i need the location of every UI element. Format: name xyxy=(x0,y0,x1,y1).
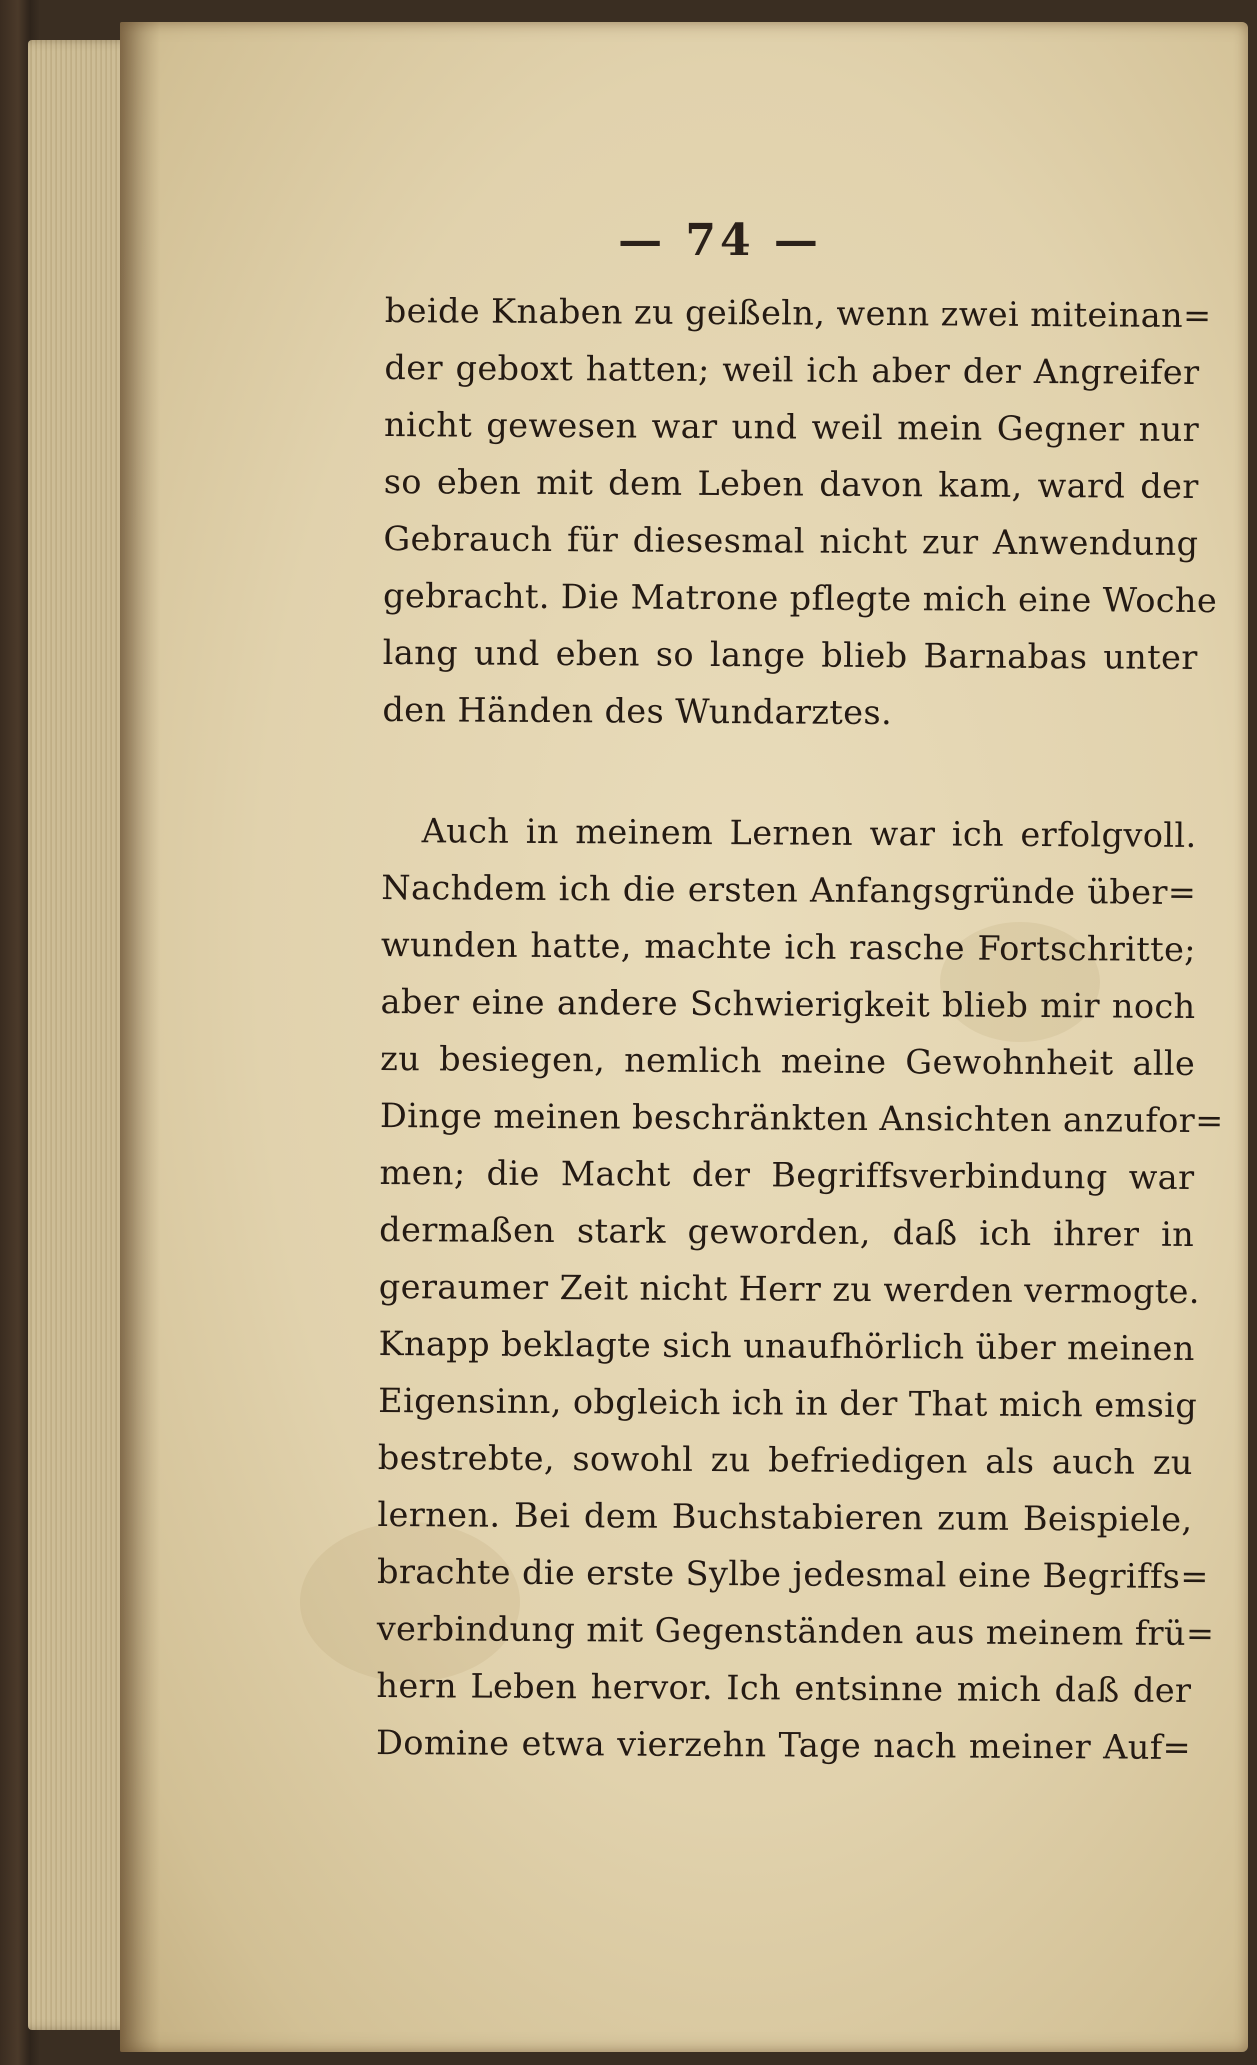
text-line: geraumer Zeit nicht Herr zu werden vermogte. xyxy=(378,1266,1200,1311)
text-line: Knapp beklagte sich unaufhörlich über meinen xyxy=(378,1323,1195,1368)
text-line: der geboxt hatten; weil ich aber der Angreifer xyxy=(384,347,1200,392)
gutter-shadow xyxy=(120,22,160,2052)
text-line: hern Leben hervor. Ich entsinne mich daß der xyxy=(376,1665,1192,1710)
text-line: den Händen des Wundarztes. xyxy=(382,689,893,733)
text-line: beide Knaben zu geißeln, wenn zwei miteinan= xyxy=(384,290,1212,336)
text-line: Dinge meinen beschränkten Ansichten anzufor= xyxy=(379,1095,1224,1141)
text-line: Gebrauch für diesesmal nicht zur Anwendung xyxy=(383,518,1199,563)
paragraph-gap xyxy=(382,738,1197,807)
text-line: verbindung mit Gegenständen aus meinem frü= xyxy=(376,1608,1215,1654)
text-line: Nachdem ich die ersten Anfangsgründe über= xyxy=(381,867,1197,912)
text-line: dermaßen stark geworden, daß ich ihrer in xyxy=(379,1209,1195,1254)
paragraph xyxy=(382,282,1218,743)
text-line: Eigensinn, obgleich ich in der That mich emsig xyxy=(378,1380,1198,1425)
text-line: nicht gewesen war und weil mein Gegner nur xyxy=(384,404,1200,449)
text-line: Auch in meinem Lernen war ich erfolgvoll. xyxy=(421,811,1197,855)
text-line: Domine etwa vierzehn Tage nach meiner Auf= xyxy=(375,1722,1192,1767)
text-line: brachte die erste Sylbe jedesmal eine Begriffs= xyxy=(377,1551,1209,1597)
text-line: lang und eben so lange blieb Barnabas unter xyxy=(382,632,1198,677)
body-text xyxy=(375,282,1224,1776)
text-line: aber eine andere Schwierigkeit blieb mir noch xyxy=(380,981,1196,1026)
text-line: zu besiegen, nemlich meine Gewohnheit alle xyxy=(380,1038,1196,1083)
text-line: gebracht. Die Matrone pflegte mich eine Woche xyxy=(382,575,1218,621)
text-line: men; die Macht der Begriffsverbindung war xyxy=(379,1152,1195,1197)
text-line: wunden hatte, machte ich rasche Fortschritte; xyxy=(380,924,1197,969)
page-number: — 74 — xyxy=(618,215,822,266)
text-line: bestrebte, sowohl zu befriedigen als auch zu xyxy=(377,1437,1193,1482)
paragraph xyxy=(375,802,1224,1776)
text-line: so eben mit dem Leben davon kam, ward der xyxy=(383,461,1199,506)
text-line: lernen. Bei dem Buchstabieren zum Beispiele, xyxy=(377,1494,1193,1539)
